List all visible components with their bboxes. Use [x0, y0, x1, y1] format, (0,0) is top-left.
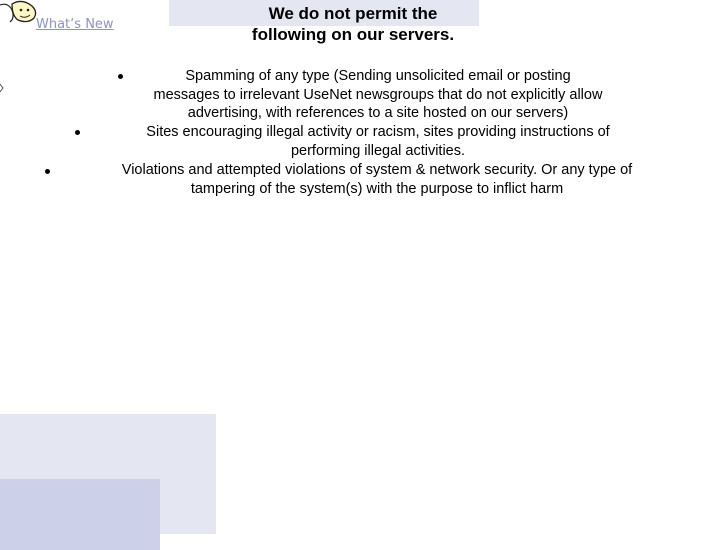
page-title-line-2: following on our servers.	[251, 25, 455, 44]
rule-item-spamming	[120, 67, 636, 123]
cartoon-figure-icon	[0, 0, 40, 24]
bullet-icon	[45, 169, 50, 174]
rule-item-security-violations	[60, 161, 694, 198]
rule-text-line: advertising, with references to a site hosted on our servers)	[187, 105, 569, 121]
rule-text-line: messages to irrelevant UseNet newsgroups that do not explicitly allow	[153, 86, 603, 103]
rule-text-line: tampering of the system(s) with the purpose to inflict harm	[190, 180, 564, 197]
page-title	[180, 3, 526, 45]
page-title-line-1: We do not permit the	[268, 4, 438, 23]
rule-text-line: Violations and attempted violations of system & network security. Or any type of	[121, 162, 633, 178]
decorative-block-dark	[0, 479, 160, 550]
bullet-icon	[75, 130, 80, 135]
rule-text-line: Spamming of any type (Sending unsolicited email or posting	[185, 68, 571, 84]
rule-text-line: performing illegal activities.	[290, 142, 466, 159]
edge-fragment-icon	[0, 82, 4, 94]
whats-new-link[interactable]: What’s New	[36, 17, 114, 32]
rule-text-line: Sites encouraging illegal activity or racism, sites providing instructions of	[146, 124, 610, 140]
rule-item-illegal-activity	[100, 123, 656, 160]
